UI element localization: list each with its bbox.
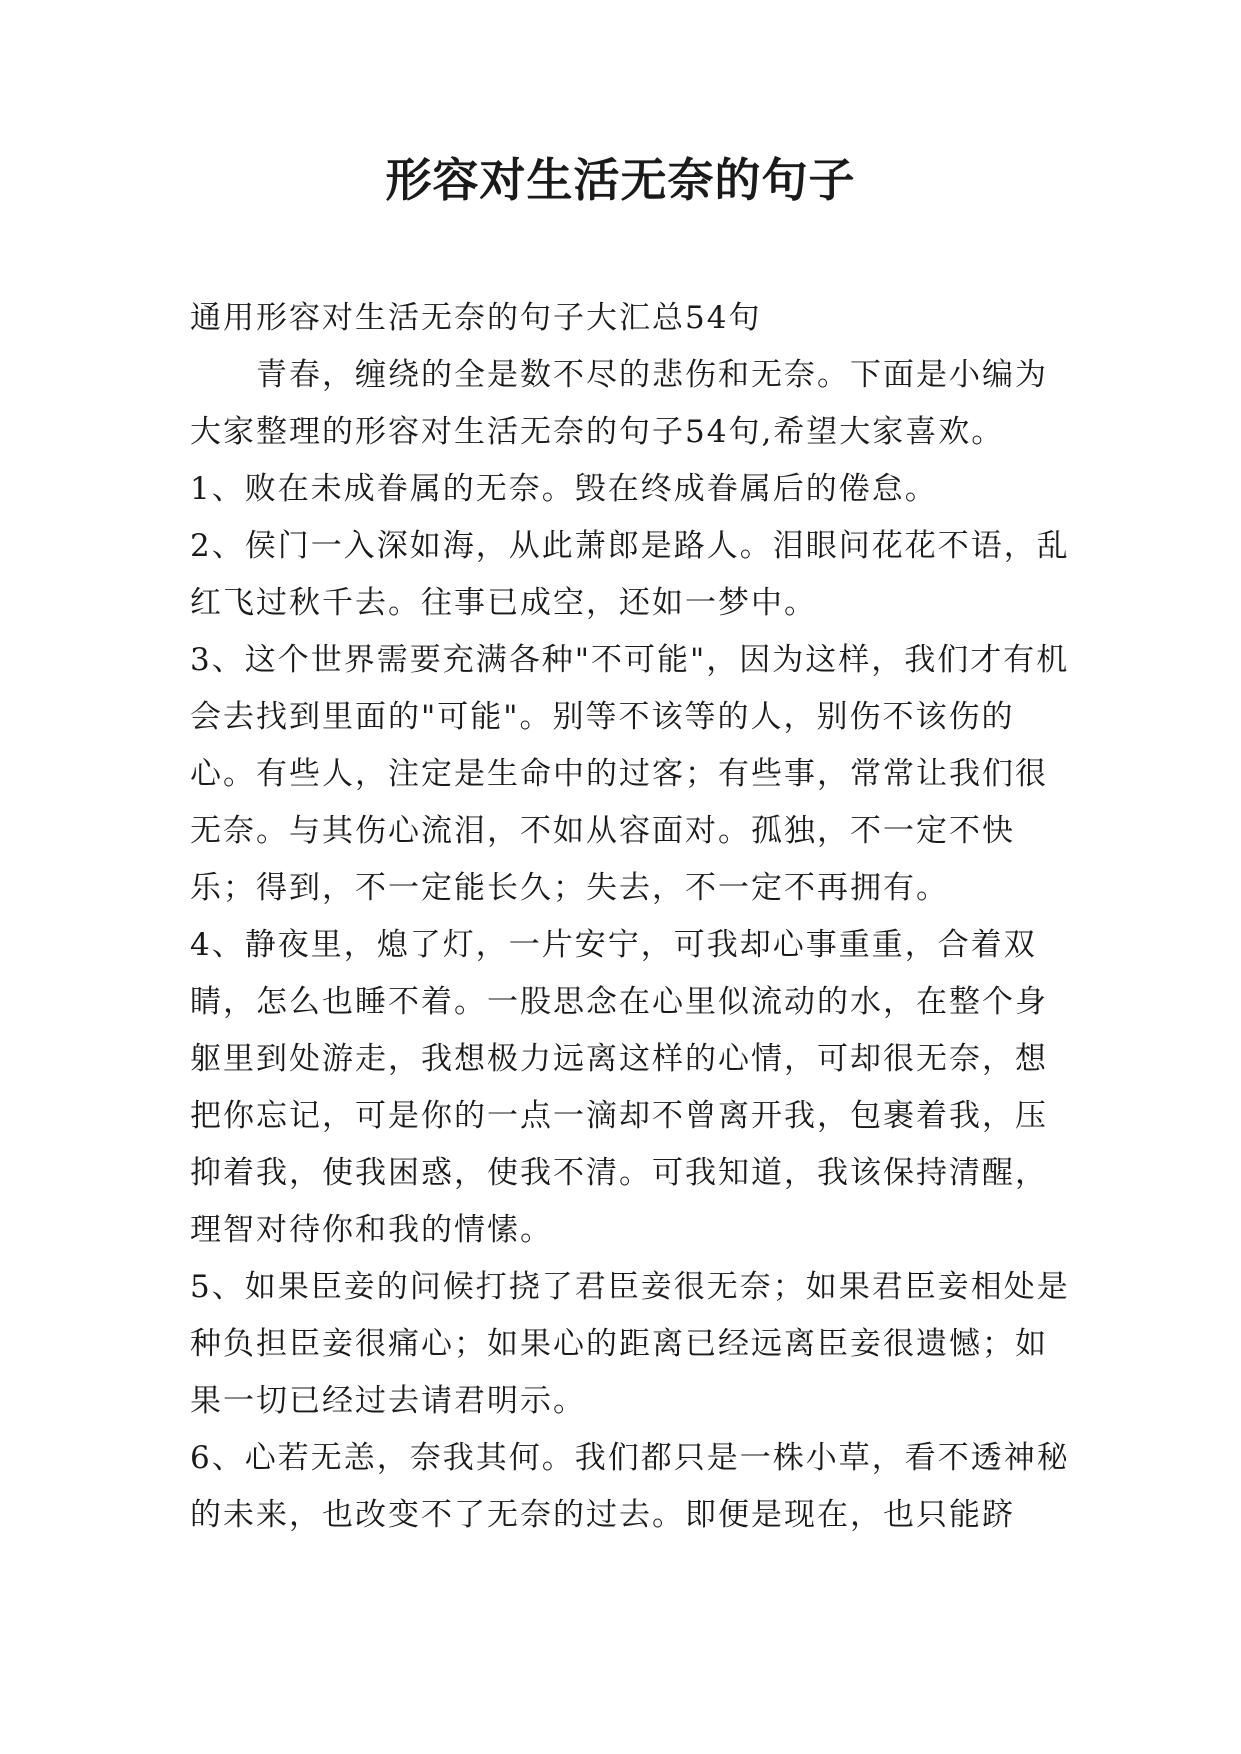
document-subtitle: 通用形容对生活无奈的句子大汇总54句 (190, 300, 762, 336)
list-item: 3、这个世界需要充满各种"不可能"，因为这样，我们才有机会去找到里面的"可能"。别等不该等的人，别伤不该伤的心。有些人，注定是生命中的过客；有些事，常常让我们很无奈。与其伤心流泪，不如从容面对。孤独，不一定不快乐；得到，不一定能长久；失去，不一定不再拥有。 (190, 642, 1070, 906)
list-item: 4、静夜里，熄了灯，一片安宁，可我却心事重重，合着双睛，怎么也睡不着。一股思念在心里似流动的水，在整个身躯里到处游走，我想极力远离这样的心情，可却很无奈，想把你忘记，可是你的一点一滴却不曾离开我，包裹着我，压抑着我，使我困惑，使我不清。可我知道，我该保持清醒，理智对待你和我的情愫。 (190, 927, 1048, 1248)
list-item: 5、如果臣妾的问候打挠了君臣妾很无奈；如果君臣妾相处是种负担臣妾很痛心；如果心的距离已经远离臣妾很遗憾；如果一切已经过去请君明示。 (190, 1269, 1070, 1419)
list-item: 2、侯门一入深如海，从此萧郎是路人。泪眼问花花不语，乱红飞过秋千去。往事已成空，还如一梦中。 (190, 528, 1070, 621)
intro-paragraph: 青春，缠绕的全是数不尽的悲伤和无奈。下面是小编为大家整理的形容对生活无奈的句子54句,希望大家喜欢。 (190, 357, 1048, 450)
list-item: 1、败在未成眷属的无奈。毁在终成眷属后的倦怠。 (190, 471, 938, 507)
document-body (190, 290, 1070, 1544)
list-item: 6、心若无恙，奈我其何。我们都只是一株小草，看不透神秘的未来，也改变不了无奈的过去。即便是现在，也只能跻 (190, 1440, 1070, 1533)
document-title: 形容对生活无奈的句子 (385, 153, 856, 207)
